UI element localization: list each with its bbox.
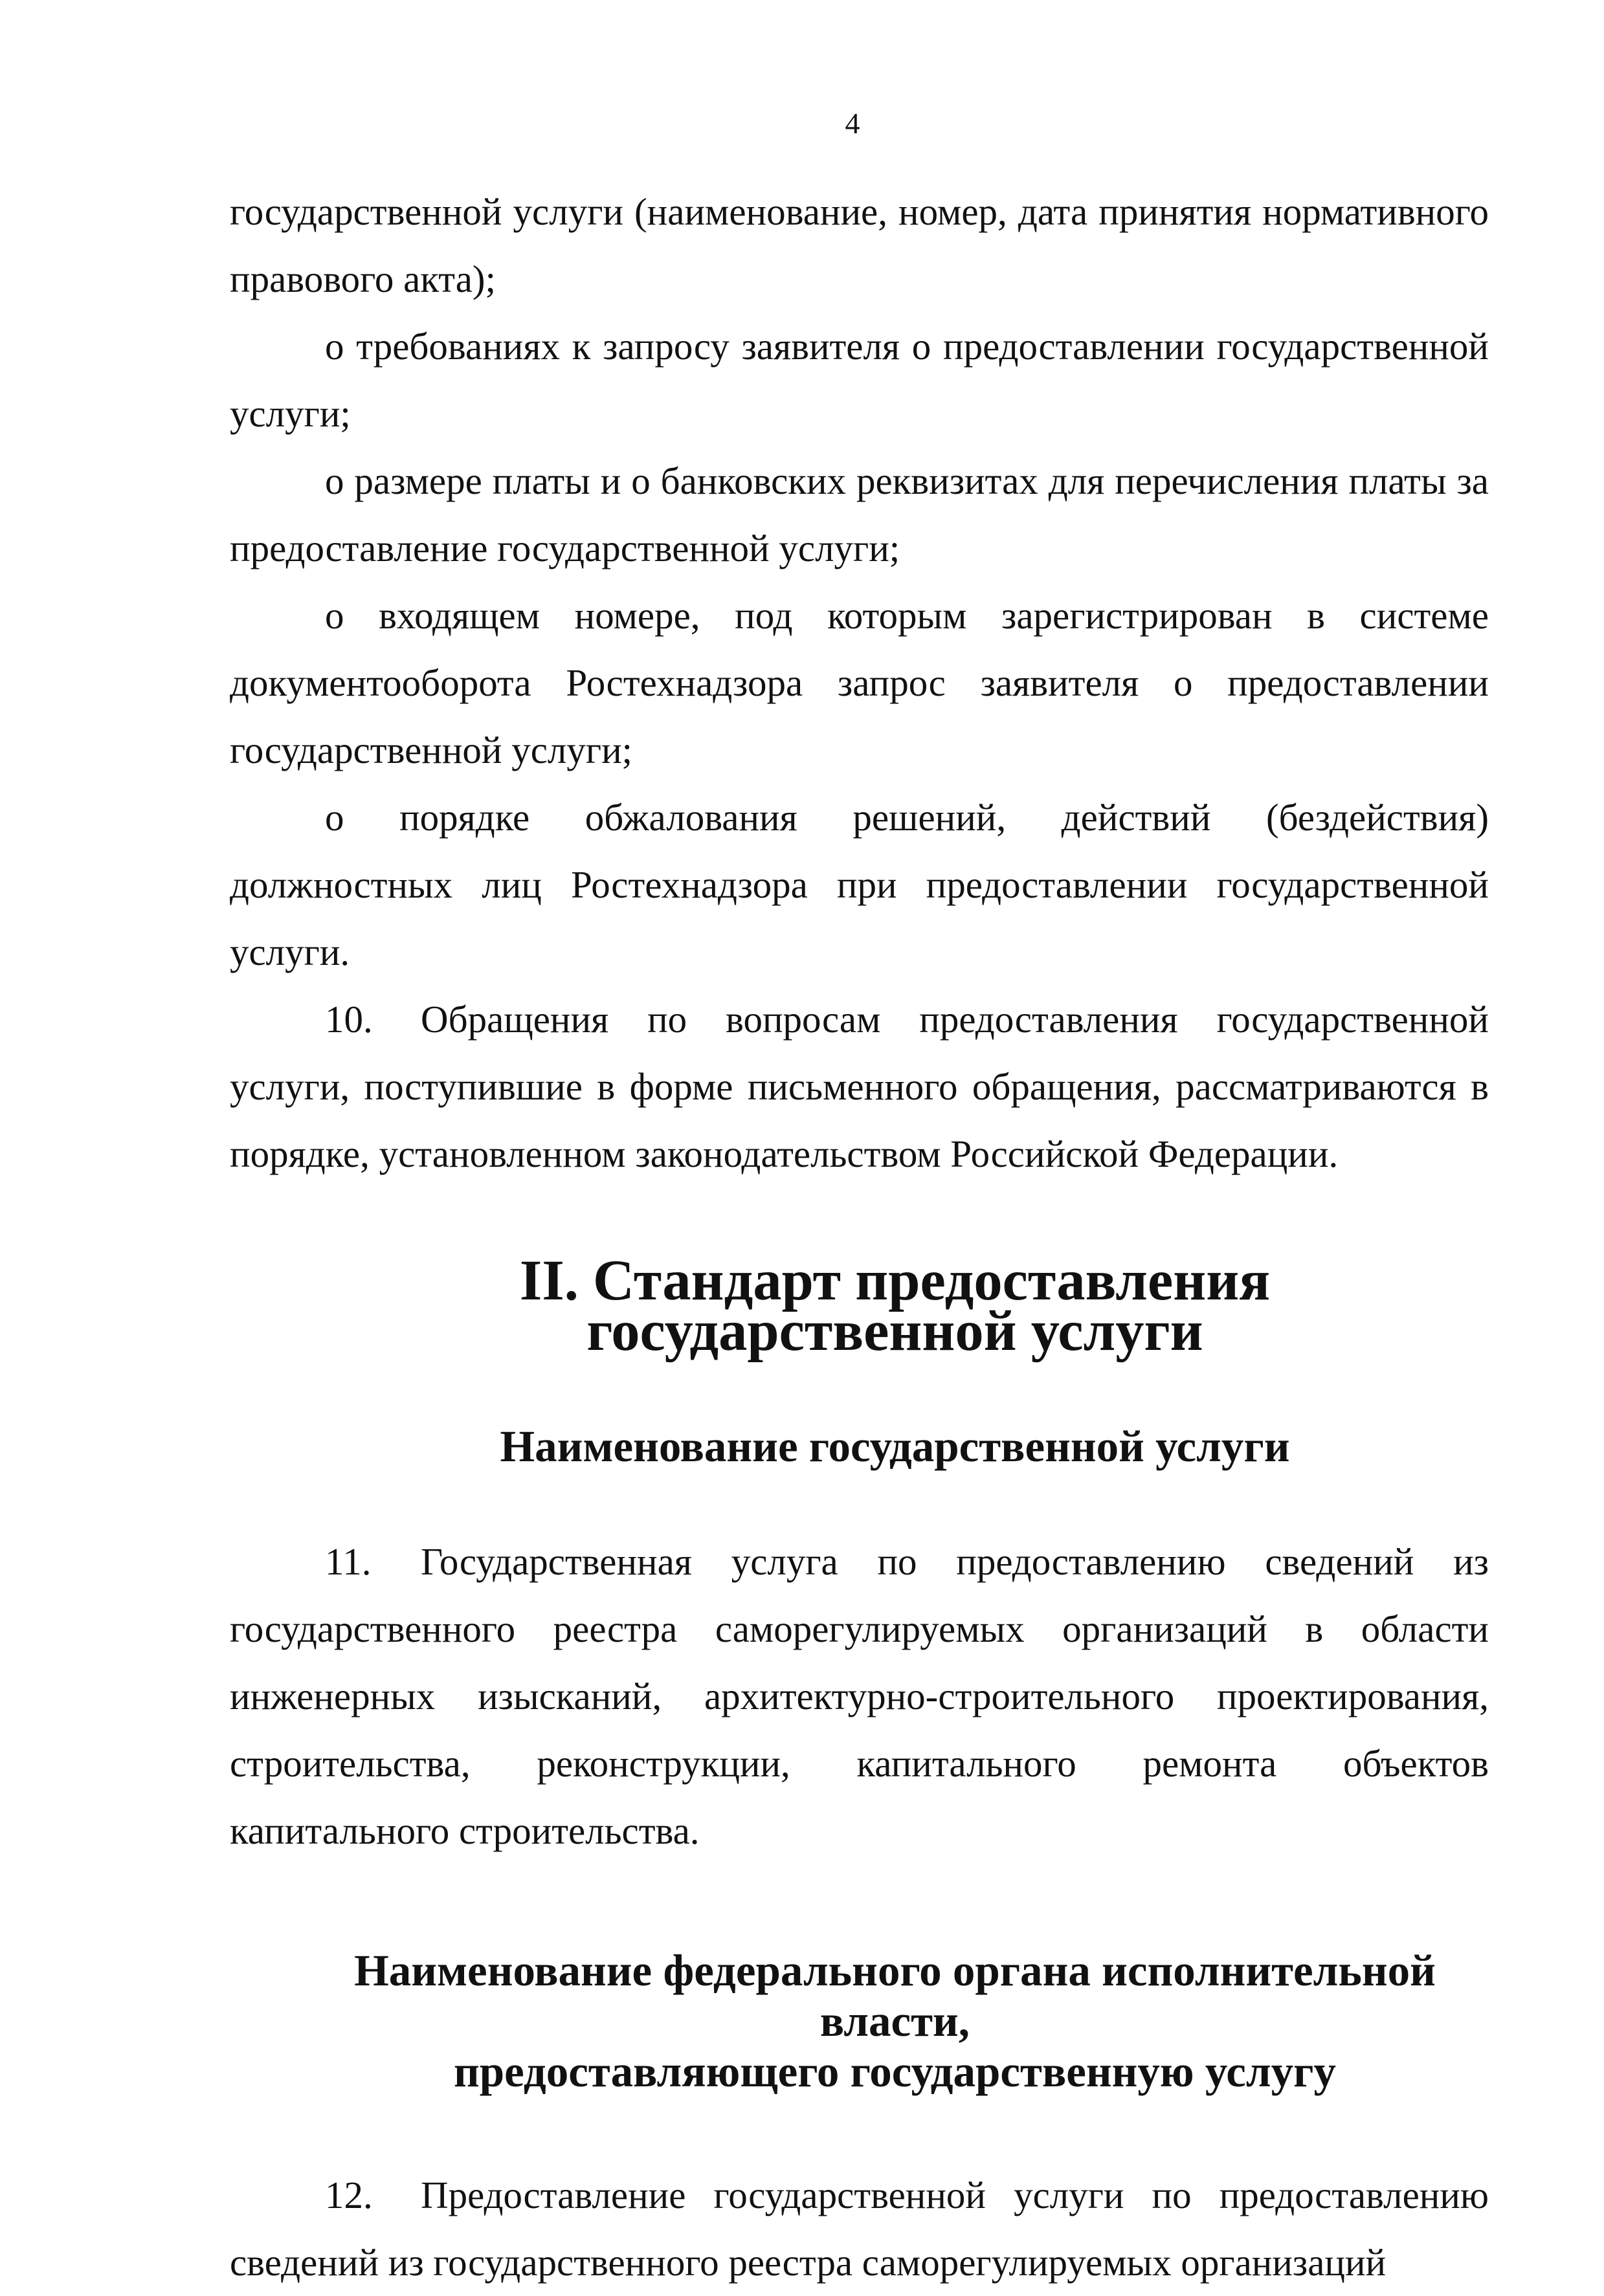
paragraph-fee-details: о размере платы и о банковских реквизитах для перечисления платы за предоставление государственной услуги; [230,459,1489,569]
spacer [230,2097,1489,2161]
item-10-text: Обращения по вопросам предоставления государственной услуги, поступившие в форме письменного обращения, рассматриваются в порядке, установленном законодательством Российской Федерации. [230,998,1489,1175]
document-body [230,178,1489,2296]
item-10-number: 10. [325,998,373,1041]
paragraph-continuation: государственной услуги (наименование, номер, дата принятия нормативного правового акта); [230,190,1489,300]
item-12-number: 12. [325,2174,373,2216]
paragraph-request-requirements: о требованиях к запросу заявителя о предоставлении государственной услуги; [230,325,1489,435]
item-10 [230,986,1489,1187]
paragraph-incoming-number: о входящем номере, под которым зарегистрирован в системе документооборота Ростехнадзора запрос заявителя о предоставлении государственной услуги; [230,594,1489,771]
section-2-title: II. Стандарт предоставления государственной услуги [519,1249,1271,1363]
item-12 [230,2161,1489,2296]
heading-authority [230,1945,1489,2097]
page-number: 4 [845,107,860,140]
heading-authority-line1: Наименование федерального органа исполнительной власти, [354,1945,1436,2046]
item-11-number: 11. [325,1540,372,1583]
spacer [230,1472,1489,1528]
item-11-text: Государственная услуга по предоставлению сведений из государственного реестра саморегулируемых организаций в области инженерных изысканий, архитектурно-строительного проектирования, строительства, реконструкции, капитального ремонта объектов капитального строительства. [230,1540,1489,1852]
heading-authority-line2: предоставляющего государственную услугу [454,2046,1336,2096]
paragraph-appeal-procedure: о порядке обжалования решений, действий (бездействия) должностных лиц Ростехнадзора при предоставлении государственной услуги. [230,796,1489,973]
heading-service-name: Наименование государственной услуги [500,1421,1290,1471]
item-11 [230,1528,1489,1864]
item-12-text: Предоставление государственной услуги по предоставлению сведений из государственного реестра саморегулируемых организаций [230,2174,1489,2284]
